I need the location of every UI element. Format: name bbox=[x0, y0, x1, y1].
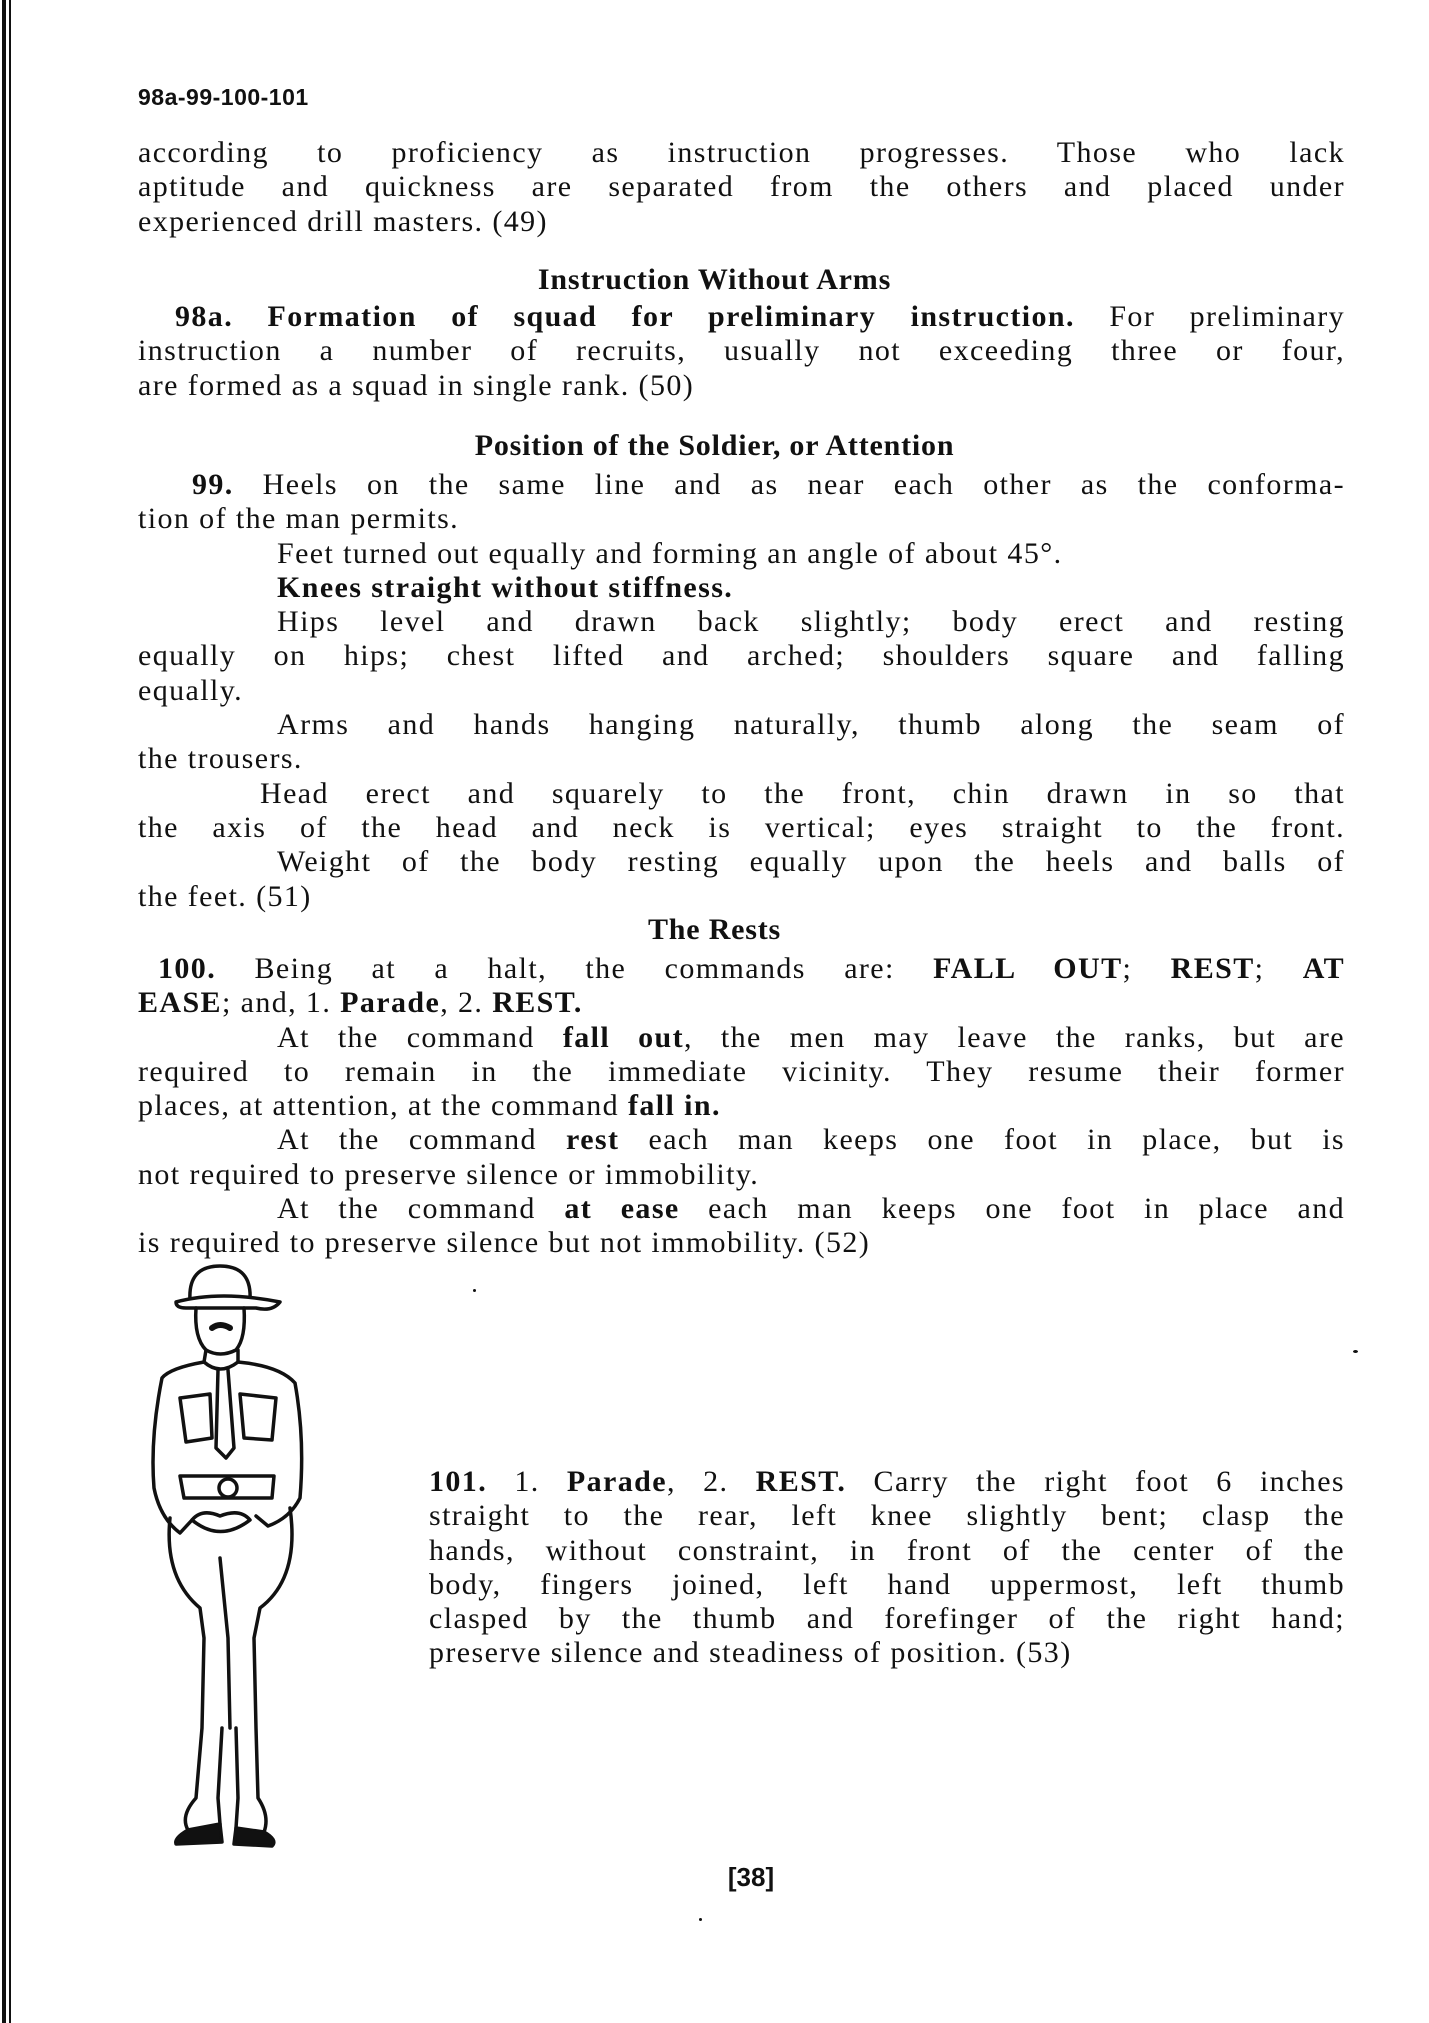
text-run: straight to the rear, left knee slightly bent; clasp the bbox=[429, 1499, 1345, 1533]
bold-text-run: 100. bbox=[158, 952, 217, 985]
text-line bbox=[138, 639, 1345, 673]
text-line bbox=[138, 334, 1345, 368]
heading-instruction-without-arms: Instruction Without Arms bbox=[537, 263, 892, 296]
text-run: 1. bbox=[487, 1465, 567, 1498]
text-run: At the command bbox=[277, 1192, 565, 1226]
page-edge-rule bbox=[2, 0, 6, 2023]
text-line bbox=[138, 537, 1345, 571]
text-line bbox=[138, 1123, 1345, 1157]
text-line bbox=[138, 880, 1345, 914]
text-line bbox=[429, 1568, 1345, 1602]
text-run: Head erect and squarely to the front, chin drawn in so that bbox=[260, 776, 1345, 810]
text-run: preserve silence and steadiness of position. (53) bbox=[429, 1636, 1072, 1670]
text-line bbox=[138, 1089, 1345, 1123]
bold-text-run: at ease bbox=[564, 1192, 680, 1226]
text-run bbox=[233, 300, 267, 333]
paragraph-100 bbox=[138, 952, 1345, 1261]
bold-text-run: rest bbox=[566, 1123, 620, 1157]
bold-text-run: Formation of squad for preliminary instruction. bbox=[267, 300, 1075, 333]
text-run: are formed as a squad in single rank. (50) bbox=[138, 368, 695, 402]
bold-text-run: EASE bbox=[138, 986, 222, 1020]
text-line bbox=[138, 571, 1345, 605]
text-line bbox=[429, 1602, 1345, 1636]
text-line bbox=[138, 708, 1345, 742]
text-run: Feet turned out equally and forming an angle of about 45°. bbox=[277, 536, 1063, 570]
bold-text-run: Knees straight without stiffness. bbox=[277, 570, 734, 604]
text-line bbox=[429, 1499, 1345, 1533]
text-run: according to proficiency as instruction progresses. Those who lack bbox=[138, 136, 1345, 169]
text-line bbox=[429, 1636, 1345, 1670]
text-run: Hips level and drawn back slightly; body erect and resting bbox=[277, 605, 1345, 639]
section-numbers-header: 98a-99-100-101 bbox=[138, 84, 309, 110]
text-line bbox=[138, 1158, 1345, 1192]
page-number: [38] bbox=[727, 1862, 775, 1892]
text-run: body, fingers joined, left hand uppermost, left thumb bbox=[429, 1567, 1345, 1601]
bold-text-run: REST. bbox=[755, 1465, 847, 1498]
text-line bbox=[138, 468, 1345, 502]
text-run: equally. bbox=[138, 673, 244, 707]
text-run: tion of the man permits. bbox=[138, 502, 460, 536]
bold-text-run: Parade bbox=[566, 1465, 667, 1498]
soldier-parade-rest-illustration bbox=[140, 1258, 325, 1848]
text-run: the trousers. bbox=[138, 742, 303, 776]
text-line bbox=[138, 845, 1345, 879]
text-line bbox=[138, 205, 1345, 239]
text-run: ; and, 1. bbox=[221, 986, 341, 1020]
text-line bbox=[138, 369, 1345, 403]
paragraph-98a bbox=[138, 300, 1345, 403]
text-line bbox=[138, 605, 1345, 639]
heading-position-of-soldier: Position of the Soldier, or Attention bbox=[474, 429, 955, 462]
text-run: For preliminary bbox=[1074, 300, 1345, 333]
text-run: required to remain in the immediate vicinity. They resume their former bbox=[138, 1054, 1345, 1088]
text-line bbox=[138, 1192, 1345, 1226]
text-line bbox=[138, 986, 1345, 1020]
text-run: equally on hips; chest lifted and arched; shoulders square and falling bbox=[138, 639, 1345, 673]
text-line bbox=[138, 777, 1345, 811]
text-line bbox=[138, 502, 1345, 536]
bold-text-run: 101. bbox=[429, 1465, 488, 1498]
page-edge-rule bbox=[9, 0, 11, 2023]
paragraph-99 bbox=[138, 468, 1345, 914]
text-run: clasped by the thumb and forefinger of the right hand; bbox=[429, 1602, 1345, 1636]
text-run: , the men may leave the ranks, but are bbox=[684, 1020, 1345, 1054]
text-line bbox=[138, 170, 1345, 204]
bold-text-run: 99. bbox=[192, 468, 234, 501]
text-run: Being at a halt, the commands are: bbox=[216, 952, 934, 985]
scan-speck bbox=[699, 1918, 702, 1921]
bold-text-run: fall out bbox=[562, 1020, 684, 1054]
bold-text-run: Parade bbox=[340, 986, 441, 1020]
text-run: , 2. bbox=[666, 1465, 756, 1498]
text-line bbox=[138, 674, 1345, 708]
paragraph-101 bbox=[429, 1465, 1345, 1671]
text-run: places, at attention, at the command bbox=[138, 1089, 628, 1123]
text-run: Weight of the body resting equally upon the heels and balls of bbox=[277, 845, 1345, 879]
text-run: each man keeps one foot in place and bbox=[679, 1192, 1345, 1226]
text-run: , 2. bbox=[440, 986, 493, 1020]
text-run: is required to preserve silence but not immobility. (52) bbox=[138, 1226, 871, 1260]
text-run: instruction a number of recruits, usually not exceeding three or four, bbox=[138, 334, 1345, 368]
bold-text-run: AT bbox=[1302, 952, 1346, 985]
intro-paragraph bbox=[138, 136, 1345, 239]
bold-text-run: fall in. bbox=[627, 1089, 721, 1123]
text-run: the feet. (51) bbox=[138, 879, 312, 913]
scan-speck bbox=[1353, 1350, 1358, 1353]
text-run: not required to preserve silence or immobility. bbox=[138, 1157, 760, 1191]
text-line bbox=[138, 1226, 1345, 1260]
text-line bbox=[138, 952, 1345, 986]
bold-text-run: REST bbox=[1170, 952, 1255, 985]
text-run: experienced drill masters. (49) bbox=[138, 204, 548, 238]
text-line bbox=[138, 1021, 1345, 1055]
text-run: Carry the right foot 6 inches bbox=[846, 1465, 1345, 1498]
scan-speck bbox=[473, 1289, 476, 1292]
text-run: ; bbox=[1122, 952, 1171, 985]
text-line bbox=[138, 1055, 1345, 1089]
text-line bbox=[429, 1534, 1345, 1568]
text-line bbox=[138, 300, 1345, 334]
bold-text-run: REST. bbox=[492, 986, 583, 1020]
text-run: Heels on the same line and as near each other as the conforma- bbox=[233, 468, 1345, 501]
text-run: the axis of the head and neck is vertical; eyes straight to the front. bbox=[138, 810, 1345, 844]
text-run: At the command bbox=[277, 1020, 563, 1054]
bold-text-run: 98a. bbox=[175, 300, 234, 333]
text-run: At the command bbox=[277, 1123, 567, 1157]
text-line bbox=[138, 742, 1345, 776]
text-run: hands, without constraint, in front of the center of the bbox=[429, 1533, 1345, 1567]
text-line bbox=[429, 1465, 1345, 1499]
text-line bbox=[138, 811, 1345, 845]
text-line bbox=[138, 136, 1345, 170]
heading-the-rests: The Rests bbox=[647, 913, 782, 946]
text-run: each man keeps one foot in place, but is bbox=[619, 1123, 1346, 1157]
text-run: ; bbox=[1254, 952, 1303, 985]
text-run: aptitude and quickness are separated from the others and placed under bbox=[138, 170, 1345, 204]
text-run: Arms and hands hanging naturally, thumb along the seam of bbox=[277, 708, 1345, 742]
bold-text-run: FALL OUT bbox=[933, 952, 1123, 985]
